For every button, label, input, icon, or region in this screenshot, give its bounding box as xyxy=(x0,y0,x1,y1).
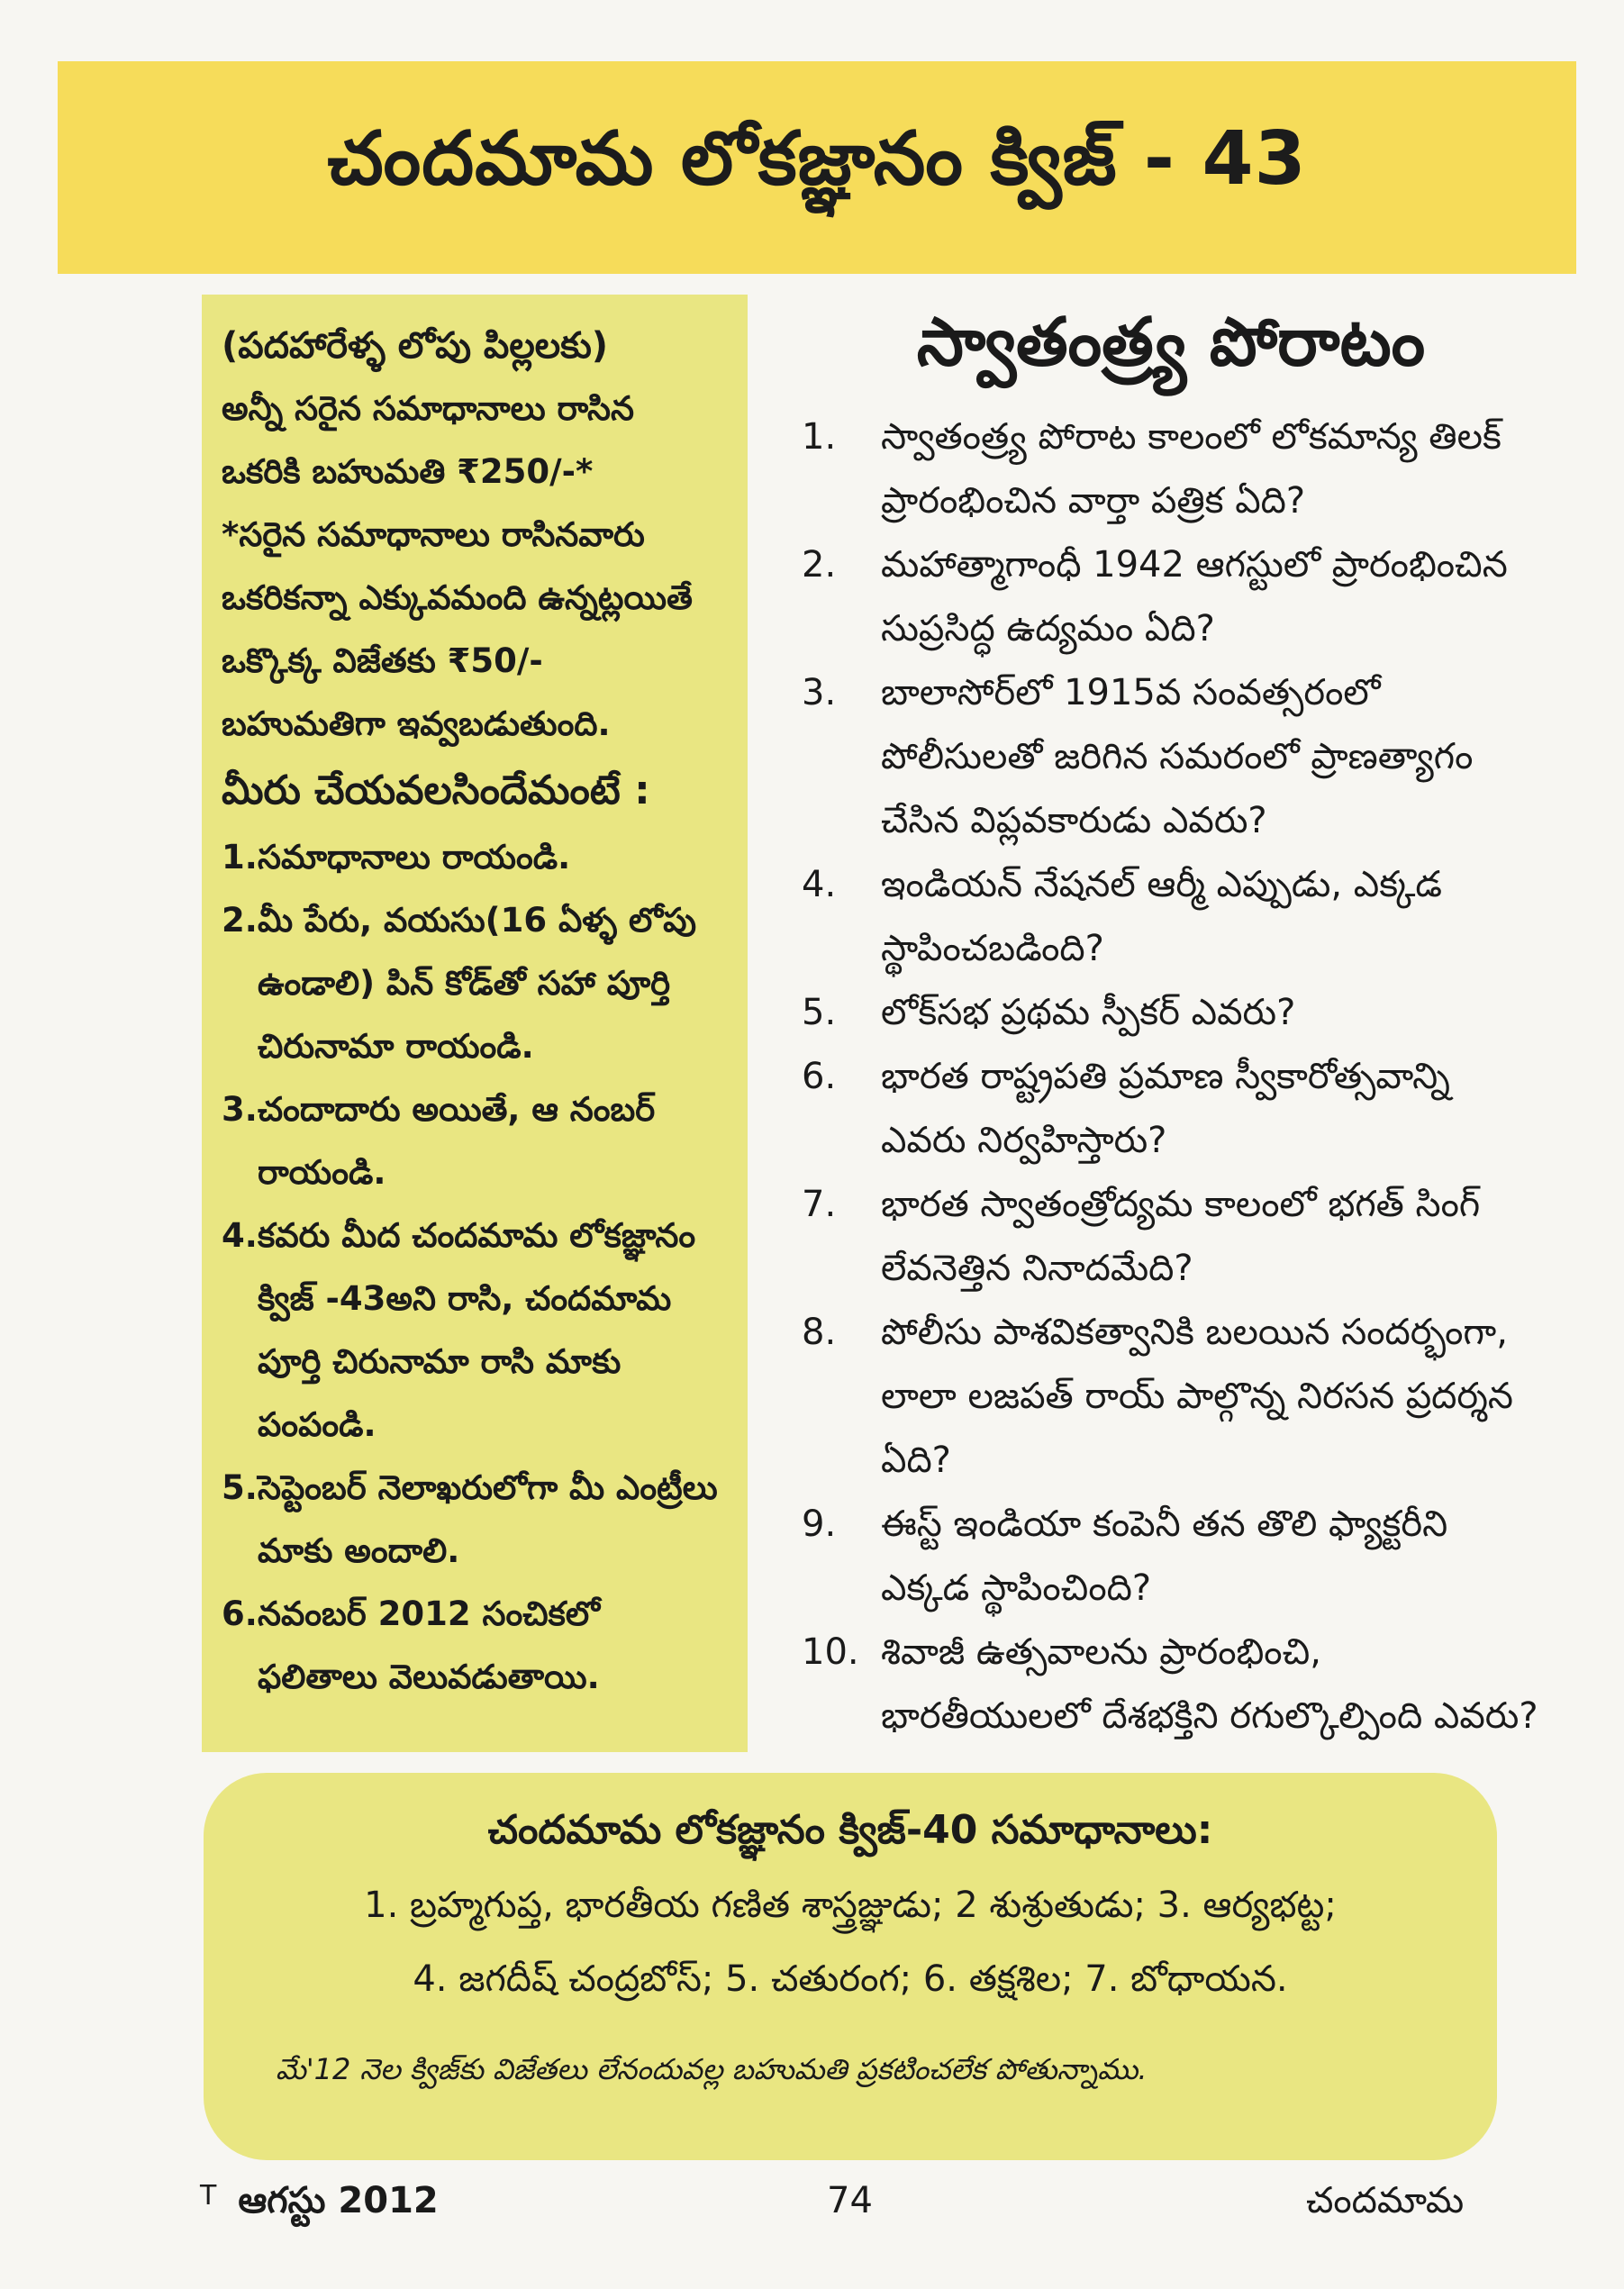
question-number: 5. xyxy=(802,992,837,1033)
rule-step xyxy=(222,889,728,1078)
question-item xyxy=(802,661,1540,853)
rule-step-text: కవరు మీద చందమామ లోకజ్ఞానం క్విజ్ -43అని రాసి, చందమామ పూర్తి చిరునామా రాసి మాకు పంపండి. xyxy=(258,1216,696,1444)
rule-step-text: మీ పేరు, వయసు(16 ఏళ్ళ లోపు ఉండాలి) పిన్ కోడ్‌తో సహా పూర్తి చిరునామా రాయండి. xyxy=(258,901,696,1066)
rule-step-number: 3. xyxy=(222,1090,258,1129)
footer-magazine-name: చందమామ xyxy=(1306,2180,1465,2221)
prize-line: ఒకరికన్నా ఎక్కువమంది ఉన్నట్లయితే xyxy=(222,578,693,617)
rule-step-text: సెప్టెంబర్ నెలాఖరులోగా మీ ఎంట్రీలు మాకు అందాలి. xyxy=(258,1468,718,1570)
question-number: 1. xyxy=(802,416,837,458)
question-item xyxy=(802,853,1540,981)
rules-heading: మీరు చేయవలసిందేమంటే : xyxy=(222,768,650,813)
question-text: బాలాసోర్‌లో 1915వ సంవత్సరంలో పోలీసులతో జరిగిన సమరంలో ప్రాణత్యాగం చేసిన విప్లవకారుడు ఎవరు? xyxy=(881,672,1474,841)
rule-step xyxy=(222,1204,728,1457)
prize-line: ఒకరికి బహుమతి ₹250/-* xyxy=(222,452,594,491)
prize-line: ఒక్కొక్క విజేతకు ₹50/- xyxy=(222,641,543,680)
rules-box xyxy=(202,295,748,1752)
footer-issue-block xyxy=(200,2180,439,2230)
question-text: ఈస్ట్ ఇండియా కంపెనీ తన తొలి ఫ్యాక్టరీని ఎక్కడ స్థాపించింది? xyxy=(881,1503,1448,1609)
footer-issue-date: ఆగస్టు 2012 xyxy=(238,2180,439,2221)
footer-marker: T xyxy=(200,2180,217,2212)
answers-note: మే'12 నెల క్విజ్‌కు విజేతలు లేనందువల్ల బహుమతి ప్రకటించలేక పోతున్నాము. xyxy=(276,2052,1148,2086)
question-number: 4. xyxy=(802,864,837,905)
page-number: 74 xyxy=(827,2180,873,2221)
rule-step xyxy=(222,1078,728,1204)
header-band xyxy=(58,61,1576,274)
question-item xyxy=(802,1493,1540,1621)
question-item xyxy=(802,981,1540,1045)
question-item xyxy=(802,1301,1540,1493)
topic-title: స్వాతంత్ర్య పోరాటం xyxy=(916,304,1426,381)
question-text: భారత రాష్ట్రపతి ప్రమాణ స్వీకారోత్సవాన్ని ఎవరు నిర్వహిస్తారు? xyxy=(881,1056,1450,1161)
question-item xyxy=(802,1045,1540,1173)
question-number: 3. xyxy=(802,672,837,713)
question-text: శివాజీ ఉత్సవాలను ప్రారంభించి, భారతీయులలో దేశభక్తిని రగుల్కొల్పింది ఎవరు? xyxy=(881,1631,1538,1737)
quiz-title: చందమామ లోకజ్ఞానం క్విజ్ - 43 xyxy=(327,115,1307,202)
answers-line: 1. బ్రహ్మగుప్త, భారతీయ గణిత శాస్త్రజ్ఞుడు; 2 శుశ్రుతుడు; 3. ఆర్యభట్ట; xyxy=(364,1885,1337,1926)
rule-step-number: 1. xyxy=(222,838,258,877)
question-number: 8. xyxy=(802,1312,837,1353)
answers-line: 4. జగదీష్ చంద్రబోస్; 5. చతురంగ; 6. తక్షశిల; 7. బోధాయన. xyxy=(413,1958,1288,2000)
prize-line: అన్నీ సరైన సమాధానాలు రాసిన xyxy=(222,389,635,428)
question-number: 2. xyxy=(802,544,837,586)
answers-box xyxy=(204,1773,1497,2160)
rule-step-number: 2. xyxy=(222,901,258,940)
rule-step-number: 6. xyxy=(222,1594,258,1633)
question-item xyxy=(802,405,1540,533)
rule-step-text: నవంబర్ 2012 సంచికలో ఫలితాలు వెలువడుతాయి. xyxy=(258,1594,600,1696)
question-list xyxy=(802,405,1540,1749)
question-text: భారత స్వాతంత్రోద్యమ కాలంలో భగత్ సింగ్ లేవనెత్తిన నినాదమేది? xyxy=(881,1184,1481,1289)
prize-line: బహుమతిగా ఇవ్వబడుతుంది. xyxy=(222,704,611,743)
question-text: ఇండియన్ నేషనల్ ఆర్మీ ఎప్పుడు, ఎక్కడ స్థాపించబడింది? xyxy=(881,864,1443,969)
rules-steps xyxy=(222,826,728,1709)
question-item xyxy=(802,1173,1540,1301)
question-number: 9. xyxy=(802,1503,837,1545)
rule-step xyxy=(222,1457,728,1583)
rule-step-text: చందాదారు అయితే, ఆ నంబర్ రాయండి. xyxy=(258,1090,656,1192)
question-text: స్వాతంత్ర్య పోరాట కాలంలో లోకమాన్య తిలక్ ప్రారంభించిన వార్తా పత్రిక ఏది? xyxy=(881,416,1502,522)
answers-title: చందమామ లోకజ్ఞానం క్విజ్-40 సమాధానాలు: xyxy=(487,1807,1213,1853)
rule-step xyxy=(222,826,728,889)
rule-step-text: సమాధానాలు రాయండి. xyxy=(258,838,571,877)
rule-step-number: 5. xyxy=(222,1468,258,1507)
question-number: 6. xyxy=(802,1056,837,1097)
age-note: (పదహారేళ్ళ లోపు పిల్లలకు) xyxy=(222,325,609,367)
question-text: లోక్‌సభ ప్రథమ స్పీకర్ ఎవరు? xyxy=(881,992,1296,1033)
question-item xyxy=(802,1621,1540,1749)
question-item xyxy=(802,533,1540,661)
rule-step-number: 4. xyxy=(222,1216,258,1255)
question-number: 7. xyxy=(802,1184,837,1225)
question-text: మహాత్మాగాంధీ 1942 ఆగస్టులో ప్రారంభించిన సుప్రసిద్ధ ఉద్యమం ఏది? xyxy=(881,544,1508,649)
question-text: పోలీసు పాశవికత్వానికి బలయిన సందర్భంగా, లాలా లజపత్ రాయ్ పాల్గొన్న నిరసన ప్రదర్శన ఏది? xyxy=(881,1312,1513,1481)
rule-step xyxy=(222,1583,728,1709)
question-number: 10. xyxy=(802,1631,859,1673)
prize-line: *సరైన సమాధానాలు రాసినవారు xyxy=(222,515,645,554)
